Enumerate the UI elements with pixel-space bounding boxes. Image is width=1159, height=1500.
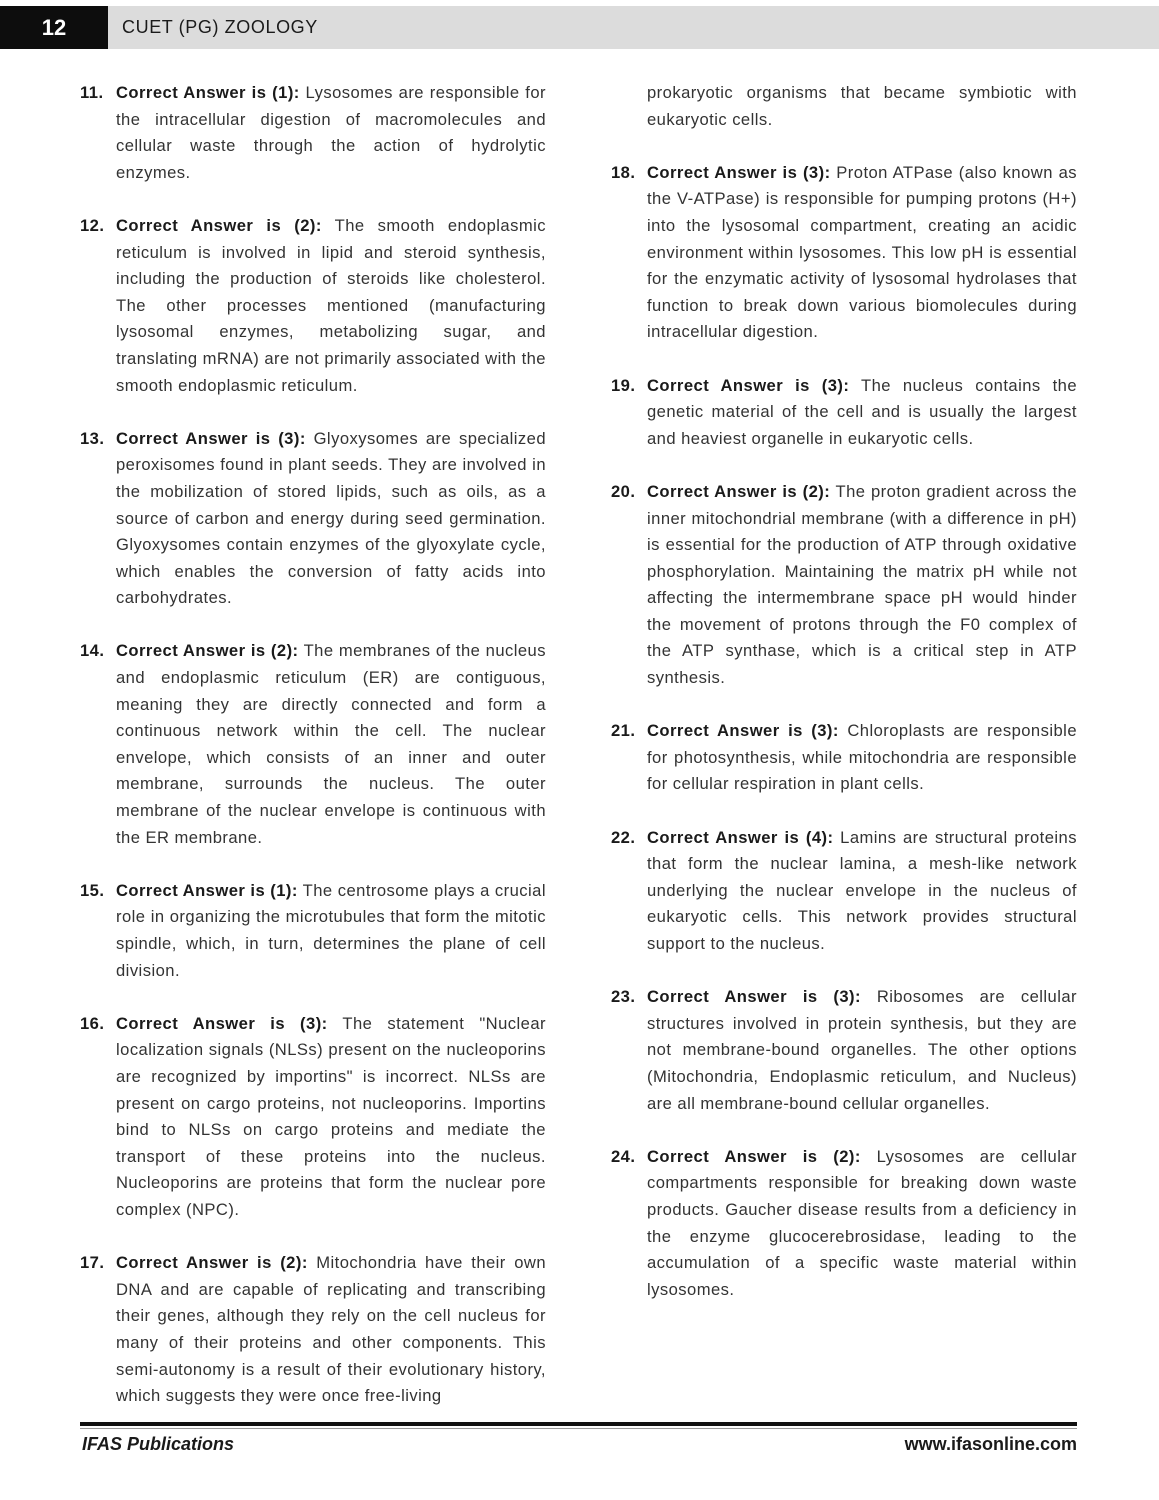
answer-number: 14. — [80, 641, 105, 661]
page-number: 12 — [0, 6, 108, 49]
answer-heading: Correct Answer is (2): — [647, 1146, 861, 1166]
answer-heading: Correct Answer is (2): — [116, 1253, 308, 1273]
answer-number: 24. — [611, 1146, 636, 1166]
answer-number: 18. — [611, 162, 636, 182]
answer-heading: Correct Answer is (3): — [647, 721, 839, 741]
answer-number: 19. — [611, 375, 636, 395]
answer-number: 11. — [80, 83, 104, 102]
answer-text: The nucleus contains the genetic material of the cell and is usually the largest and heaviest organelle in eukaryotic cells. — [647, 375, 1077, 448]
book-title: CUET (PG) ZOOLOGY — [122, 17, 318, 37]
answer-text: Glyoxysomes are specialized peroxisomes found in plant seeds. They are involved in the mobilization of stored lipids, such as oils, as a source of carbon and energy during seed germination. Glyoxysomes contain enzymes of the glyoxylate cycle, which enables the conversion of fatty acids into carbohydrates. — [116, 428, 546, 608]
answer-number: 16. — [80, 1013, 105, 1033]
answer-text: Mitochondria have their own DNA and are capable of replicating and transcribing their genes, although they rely on the cell nucleus for many of their proteins and other components. This semi-autonomy is a result of their evolutionary history, which suggests they were once free-living — [116, 1253, 546, 1406]
answer-heading: Correct Answer is (4): — [647, 827, 834, 847]
answer-text: The centrosome plays a crucial role in organizing the microtubules that form the mitotic spindle, which, in turn, determines the plane of cell division. — [116, 880, 546, 980]
answer-text: The proton gradient across the inner mitochondrial membrane (with a difference in pH) is essential for the production of ATP through oxidative phosphorylation. Maintaining the matrix pH while not affecting the intermembrane space pH would hinder the movement of protons through the F0 complex of the ATP synthase, which is a critical step in ATP synthesis. — [647, 481, 1077, 688]
answer-number: 13. — [80, 428, 105, 448]
answer-heading: Correct Answer is (2): — [647, 481, 831, 501]
answer-item — [611, 160, 1077, 346]
answer-heading: Correct Answer is (3): — [647, 162, 831, 182]
footer-website: www.ifasonline.com — [904, 1434, 1077, 1454]
footer-publisher: IFAS Publications — [82, 1434, 235, 1454]
right-column — [611, 80, 1077, 1330]
answer-number: 15. — [80, 880, 105, 900]
answer-number: 23. — [611, 987, 636, 1007]
answer-heading: Correct Answer is (3): — [116, 1013, 328, 1033]
answer-number: 20. — [611, 481, 636, 501]
answer-text: Ribosomes are cellular structures involved in protein synthesis, but they are not membrane-bound organelles. The other options (Mitochondria, Endoplasmic reticulum, and Nucleus) are all membrane-bound cellular organelles. — [647, 987, 1077, 1113]
answer-text: The statement "Nuclear localization signals (NLSs) present on the nucleoporins are recognized by importins" is incorrect. NLSs are present on cargo proteins, not nucleoporins. Importins bind to NLSs on cargo proteins and mediate the transport of these proteins into the nucleus. Nucleoporins are proteins that form the nuclear pore complex (NPC). — [116, 1013, 546, 1219]
answer-item — [611, 984, 1077, 1117]
answer-text: Lamins are structural proteins that form the nuclear lamina, a mesh-like network underlying the nuclear envelope in the nucleus of eukaryotic cells. This network provides structural support to the nucleus. — [647, 827, 1077, 953]
answer-text: Chloroplasts are responsible for photosynthesis, while mitochondria are responsible for cellular respiration in plant cells. — [647, 721, 1077, 794]
answer-heading: Correct Answer is (3): — [116, 428, 306, 448]
answer-item — [80, 426, 546, 612]
answer-number: 22. — [611, 827, 636, 847]
answer-item — [80, 213, 546, 399]
answer-number: 21. — [611, 721, 636, 741]
answer-item — [80, 1011, 546, 1224]
answer-item — [80, 1250, 546, 1410]
answer-number: 12. — [80, 215, 105, 235]
answer-heading: Correct Answer is (2): — [116, 215, 322, 235]
answer-heading: Correct Answer is (2): — [116, 641, 299, 661]
answer-number: 17. — [80, 1253, 105, 1273]
answer-continuation: prokaryotic organisms that became symbiotic with eukaryotic cells. — [647, 83, 1077, 129]
footer-rule — [80, 1422, 1077, 1426]
answer-item — [611, 479, 1077, 692]
answer-item — [80, 638, 546, 851]
answer-heading: Correct Answer is (1): — [116, 880, 298, 900]
answer-item — [611, 718, 1077, 798]
answer-text: The smooth endoplasmic reticulum is involved in lipid and steroid synthesis, including the production of steroids like cholesterol. The other processes mentioned (manufacturing lysosomal enzymes, metabolizing sugar, and translating mRNA) are not primarily associated with the smooth endoplasmic reticulum. — [116, 215, 546, 395]
footer-rule-thin — [80, 1428, 1077, 1429]
answer-text: Lysosomes are cellular compartments responsible for breaking down waste products. Gaucher disease results from a deficiency in the enzyme glucocerebrosidase, leading to the accumulation of a specific waste material within lysosomes. — [647, 1146, 1077, 1299]
answer-heading: Correct Answer is (3): — [647, 987, 861, 1007]
answer-item — [80, 878, 546, 984]
answer-text: Lysosomes are responsible for the intracellular digestion of macromolecules and cellular waste through the action of hydrolytic enzymes. — [116, 83, 546, 182]
answer-item — [611, 825, 1077, 958]
answer-heading: Correct Answer is (1): — [116, 83, 300, 102]
answer-item — [611, 373, 1077, 453]
answer-item — [611, 1144, 1077, 1304]
answer-heading: Correct Answer is (3): — [647, 375, 850, 395]
left-column — [80, 80, 546, 1436]
answer-text: The membranes of the nucleus and endoplasmic reticulum (ER) are contiguous, meaning they are directly connected and form a continuous network within the cell. The nuclear envelope, which consists of an inner and outer membrane, surrounds the nucleus. The outer membrane of the nuclear envelope is continuous with the ER membrane. — [116, 641, 546, 847]
answer-item — [80, 80, 546, 186]
answer-text: Proton ATPase (also known as the V-ATPase) is responsible for pumping protons (H+) into the lysosomal compartment, creating an acidic environment within lysosomes. This low pH is essential for the enzymatic activity of lysosomal hydrolases that function to break down various biomolecules during intracellular digestion. — [647, 162, 1077, 342]
